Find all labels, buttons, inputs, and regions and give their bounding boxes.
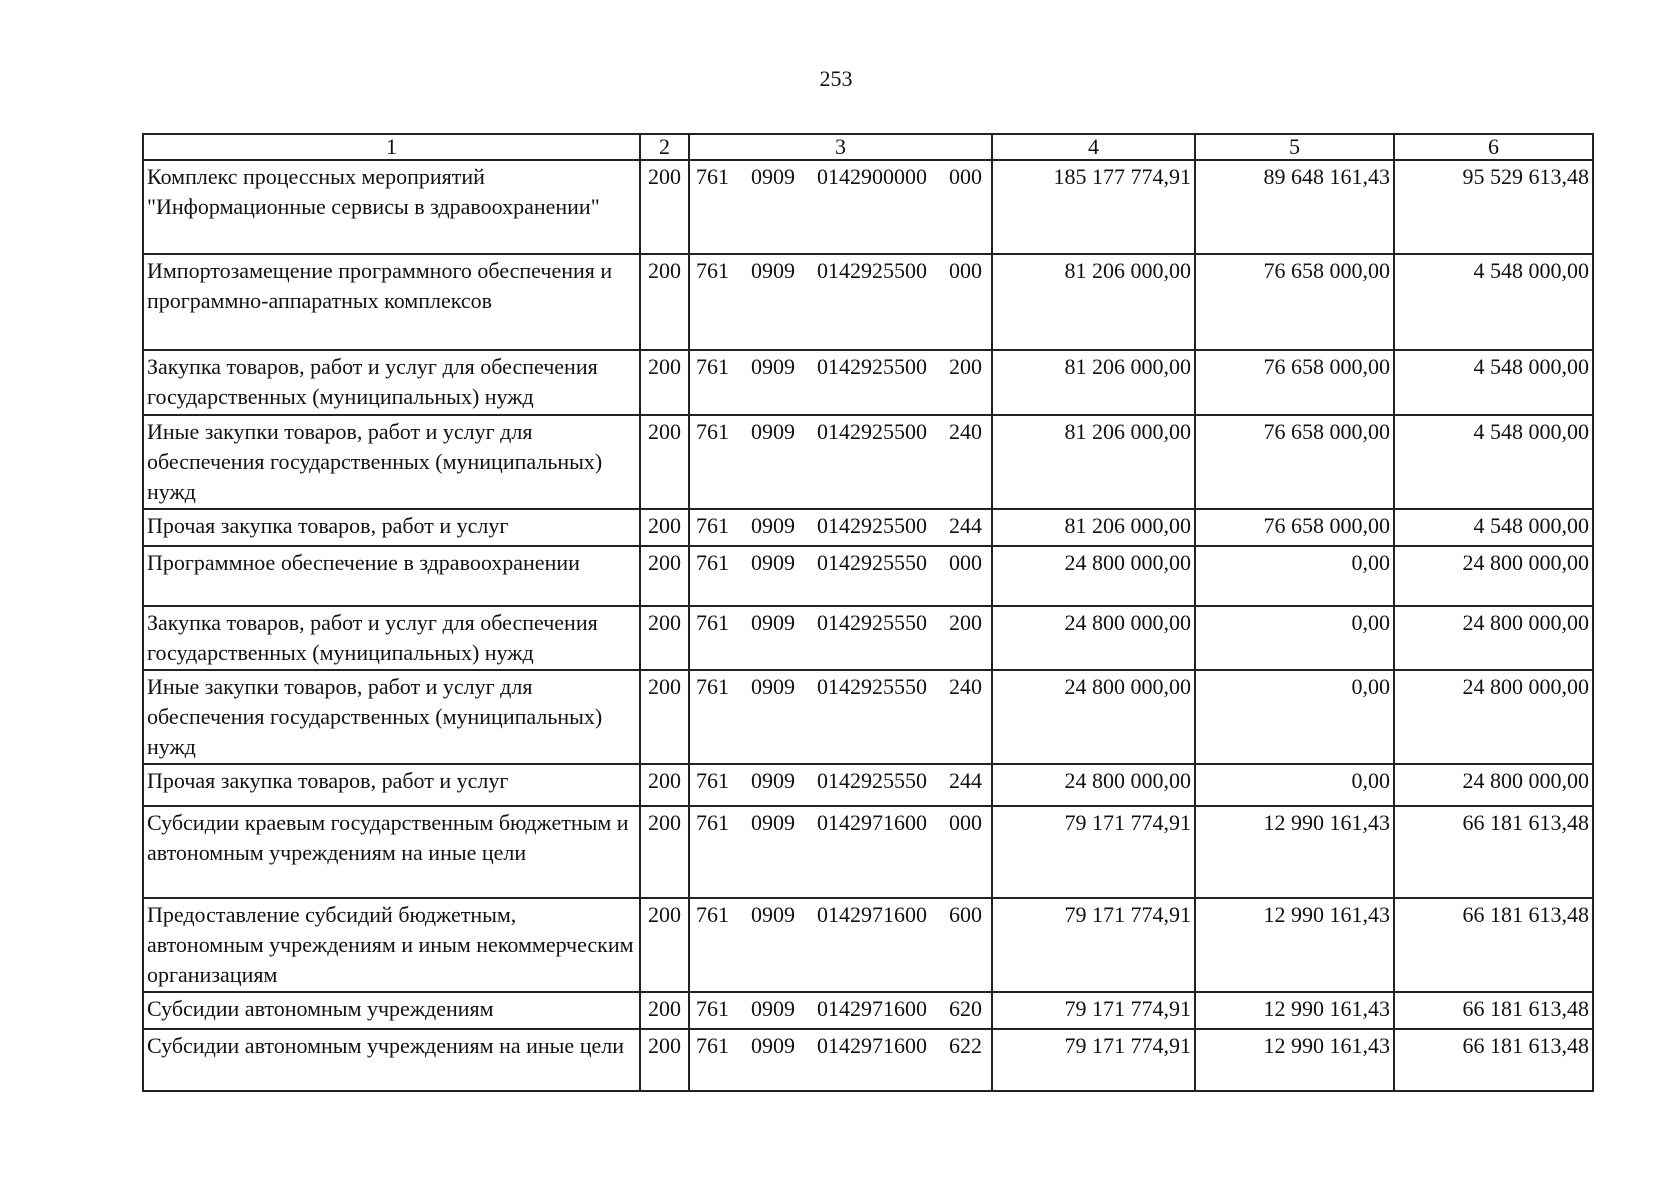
expense-type-code: 240: [949, 674, 982, 699]
table-row: [143, 254, 1593, 350]
expense-name: Закупка товаров, работ и услуг для обеспечения государственных (муниципальных) нужд: [143, 606, 640, 670]
amount-col6: 4 548 000,00: [1394, 509, 1593, 546]
expense-name: Закупка товаров, работ и услуг для обеспечения государственных (муниципальных) нужд: [143, 350, 640, 415]
amount-col6: 95 529 613,48: [1394, 160, 1593, 254]
expense-name: Прочая закупка товаров, работ и услуг: [143, 764, 640, 806]
expense-type-code: 240: [949, 419, 982, 444]
amount-col4: 24 800 000,00: [992, 546, 1195, 606]
amount-col5: 76 658 000,00: [1195, 350, 1394, 415]
target-code: 0142971600: [817, 810, 927, 835]
grbs-code: 761: [696, 902, 729, 927]
section-code: 0909: [751, 550, 795, 575]
amount-col4: 24 800 000,00: [992, 764, 1195, 806]
target-code: 0142925550: [817, 550, 927, 575]
amount-col6: 66 181 613,48: [1394, 806, 1593, 898]
amount-col6: 4 548 000,00: [1394, 415, 1593, 509]
table-row: [143, 350, 1593, 415]
expense-name: Иные закупки товаров, работ и услуг для обеспечения государственных (муниципальных) нужд: [143, 415, 640, 509]
expense-type-code: 244: [949, 768, 982, 793]
amount-col4: 24 800 000,00: [992, 606, 1195, 670]
amount-col4: 81 206 000,00: [992, 254, 1195, 350]
amount-col5: 76 658 000,00: [1195, 415, 1394, 509]
column-number: 4: [992, 134, 1195, 160]
section-code: 0909: [751, 996, 795, 1021]
target-code: 0142925550: [817, 674, 927, 699]
section-code: 0909: [751, 1033, 795, 1058]
column-number: 3: [689, 134, 992, 160]
amount-col5: 0,00: [1195, 670, 1394, 764]
ref-code: 200: [640, 764, 689, 806]
budget-code: [689, 1029, 992, 1091]
table-body: [143, 134, 1593, 1091]
expense-type-code: 200: [949, 610, 982, 635]
expense-name: Программное обеспечение в здравоохранении: [143, 546, 640, 606]
table-row: [143, 546, 1593, 606]
budget-code: [689, 254, 992, 350]
target-code: 0142925500: [817, 419, 927, 444]
expense-type-code: 000: [949, 164, 982, 189]
ref-code: 200: [640, 254, 689, 350]
column-number-row: [143, 134, 1593, 160]
grbs-code: 761: [696, 996, 729, 1021]
grbs-code: 761: [696, 258, 729, 283]
ref-code: 200: [640, 806, 689, 898]
grbs-code: 761: [696, 768, 729, 793]
ref-code: 200: [640, 606, 689, 670]
amount-col5: 0,00: [1195, 764, 1394, 806]
section-code: 0909: [751, 419, 795, 444]
amount-col6: 66 181 613,48: [1394, 1029, 1593, 1091]
expense-type-code: 000: [949, 550, 982, 575]
ref-code: 200: [640, 1029, 689, 1091]
expense-type-code: 000: [949, 258, 982, 283]
section-code: 0909: [751, 902, 795, 927]
amount-col5: 76 658 000,00: [1195, 254, 1394, 350]
section-code: 0909: [751, 610, 795, 635]
grbs-code: 761: [696, 164, 729, 189]
amount-col6: 66 181 613,48: [1394, 992, 1593, 1029]
grbs-code: 761: [696, 354, 729, 379]
expense-type-code: 620: [949, 996, 982, 1021]
budget-code: [689, 992, 992, 1029]
ref-code: 200: [640, 509, 689, 546]
amount-col5: 12 990 161,43: [1195, 992, 1394, 1029]
ref-code: 200: [640, 992, 689, 1029]
column-number: 5: [1195, 134, 1394, 160]
amount-col5: 0,00: [1195, 606, 1394, 670]
budget-code: [689, 350, 992, 415]
amount-col4: 185 177 774,91: [992, 160, 1195, 254]
amount-col4: 79 171 774,91: [992, 898, 1195, 992]
amount-col6: 24 800 000,00: [1394, 670, 1593, 764]
grbs-code: 761: [696, 810, 729, 835]
target-code: 0142971600: [817, 902, 927, 927]
expense-name: Субсидии краевым государственным бюджетным и автономным учреждениям на иные цели: [143, 806, 640, 898]
target-code: 0142925550: [817, 768, 927, 793]
table-row: [143, 764, 1593, 806]
grbs-code: 761: [696, 513, 729, 538]
column-number: 2: [640, 134, 689, 160]
ref-code: 200: [640, 898, 689, 992]
section-code: 0909: [751, 674, 795, 699]
target-code: 0142971600: [817, 1033, 927, 1058]
ref-code: 200: [640, 415, 689, 509]
grbs-code: 761: [696, 610, 729, 635]
section-code: 0909: [751, 164, 795, 189]
amount-col5: 76 658 000,00: [1195, 509, 1394, 546]
grbs-code: 761: [696, 419, 729, 444]
table-row: [143, 509, 1593, 546]
target-code: 0142925550: [817, 610, 927, 635]
expense-name: Предоставление субсидий бюджетным, автономным учреждениям и иным некоммерческим организациям: [143, 898, 640, 992]
amount-col4: 81 206 000,00: [992, 350, 1195, 415]
expense-name: Иные закупки товаров, работ и услуг для обеспечения государственных (муниципальных) нужд: [143, 670, 640, 764]
section-code: 0909: [751, 810, 795, 835]
target-code: 0142925500: [817, 354, 927, 379]
budget-code: [689, 670, 992, 764]
amount-col5: 12 990 161,43: [1195, 1029, 1394, 1091]
amount-col4: 79 171 774,91: [992, 806, 1195, 898]
table-row: [143, 415, 1593, 509]
amount-col4: 81 206 000,00: [992, 509, 1195, 546]
expense-name: Прочая закупка товаров, работ и услуг: [143, 509, 640, 546]
table-row: [143, 606, 1593, 670]
table-row: [143, 806, 1593, 898]
amount-col4: 24 800 000,00: [992, 670, 1195, 764]
grbs-code: 761: [696, 550, 729, 575]
grbs-code: 761: [696, 674, 729, 699]
expense-name: Субсидии автономным учреждениям на иные цели: [143, 1029, 640, 1091]
budget-code: [689, 546, 992, 606]
expense-name: Импортозамещение программного обеспечения и программно-аппаратных комплексов: [143, 254, 640, 350]
amount-col5: 0,00: [1195, 546, 1394, 606]
budget-code: [689, 898, 992, 992]
budget-code: [689, 160, 992, 254]
ref-code: 200: [640, 350, 689, 415]
target-code: 0142925500: [817, 513, 927, 538]
expense-type-code: 000: [949, 810, 982, 835]
budget-code: [689, 509, 992, 546]
table-row: [143, 670, 1593, 764]
amount-col6: 24 800 000,00: [1394, 546, 1593, 606]
amount-col4: 81 206 000,00: [992, 415, 1195, 509]
grbs-code: 761: [696, 1033, 729, 1058]
column-number: 1: [143, 134, 640, 160]
expense-type-code: 200: [949, 354, 982, 379]
amount-col6: 4 548 000,00: [1394, 254, 1593, 350]
column-number: 6: [1394, 134, 1593, 160]
target-code: 0142900000: [817, 164, 927, 189]
table-row: [143, 1029, 1593, 1091]
target-code: 0142971600: [817, 996, 927, 1021]
amount-col4: 79 171 774,91: [992, 992, 1195, 1029]
section-code: 0909: [751, 513, 795, 538]
amount-col6: 24 800 000,00: [1394, 606, 1593, 670]
budget-code: [689, 764, 992, 806]
section-code: 0909: [751, 768, 795, 793]
expense-type-code: 244: [949, 513, 982, 538]
budget-code: [689, 606, 992, 670]
amount-col6: 24 800 000,00: [1394, 764, 1593, 806]
ref-code: 200: [640, 670, 689, 764]
page-number: 253: [819, 66, 853, 91]
expense-name: Субсидии автономным учреждениям: [143, 992, 640, 1029]
section-code: 0909: [751, 258, 795, 283]
amount-col5: 12 990 161,43: [1195, 806, 1394, 898]
target-code: 0142925500: [817, 258, 927, 283]
table-row: [143, 898, 1593, 992]
expense-name: Комплекс процессных мероприятий "Информационные сервисы в здравоохранении": [143, 160, 640, 254]
amount-col5: 89 648 161,43: [1195, 160, 1394, 254]
amount-col5: 12 990 161,43: [1195, 898, 1394, 992]
expense-type-code: 622: [949, 1033, 982, 1058]
amount-col6: 4 548 000,00: [1394, 350, 1593, 415]
ref-code: 200: [640, 160, 689, 254]
table-row: [143, 992, 1593, 1029]
section-code: 0909: [751, 354, 795, 379]
ref-code: 200: [640, 546, 689, 606]
budget-code: [689, 415, 992, 509]
budget-table: [142, 133, 1594, 1092]
expense-type-code: 600: [949, 902, 982, 927]
budget-code: [689, 806, 992, 898]
amount-col6: 66 181 613,48: [1394, 898, 1593, 992]
amount-col4: 79 171 774,91: [992, 1029, 1195, 1091]
table-row: [143, 160, 1593, 254]
